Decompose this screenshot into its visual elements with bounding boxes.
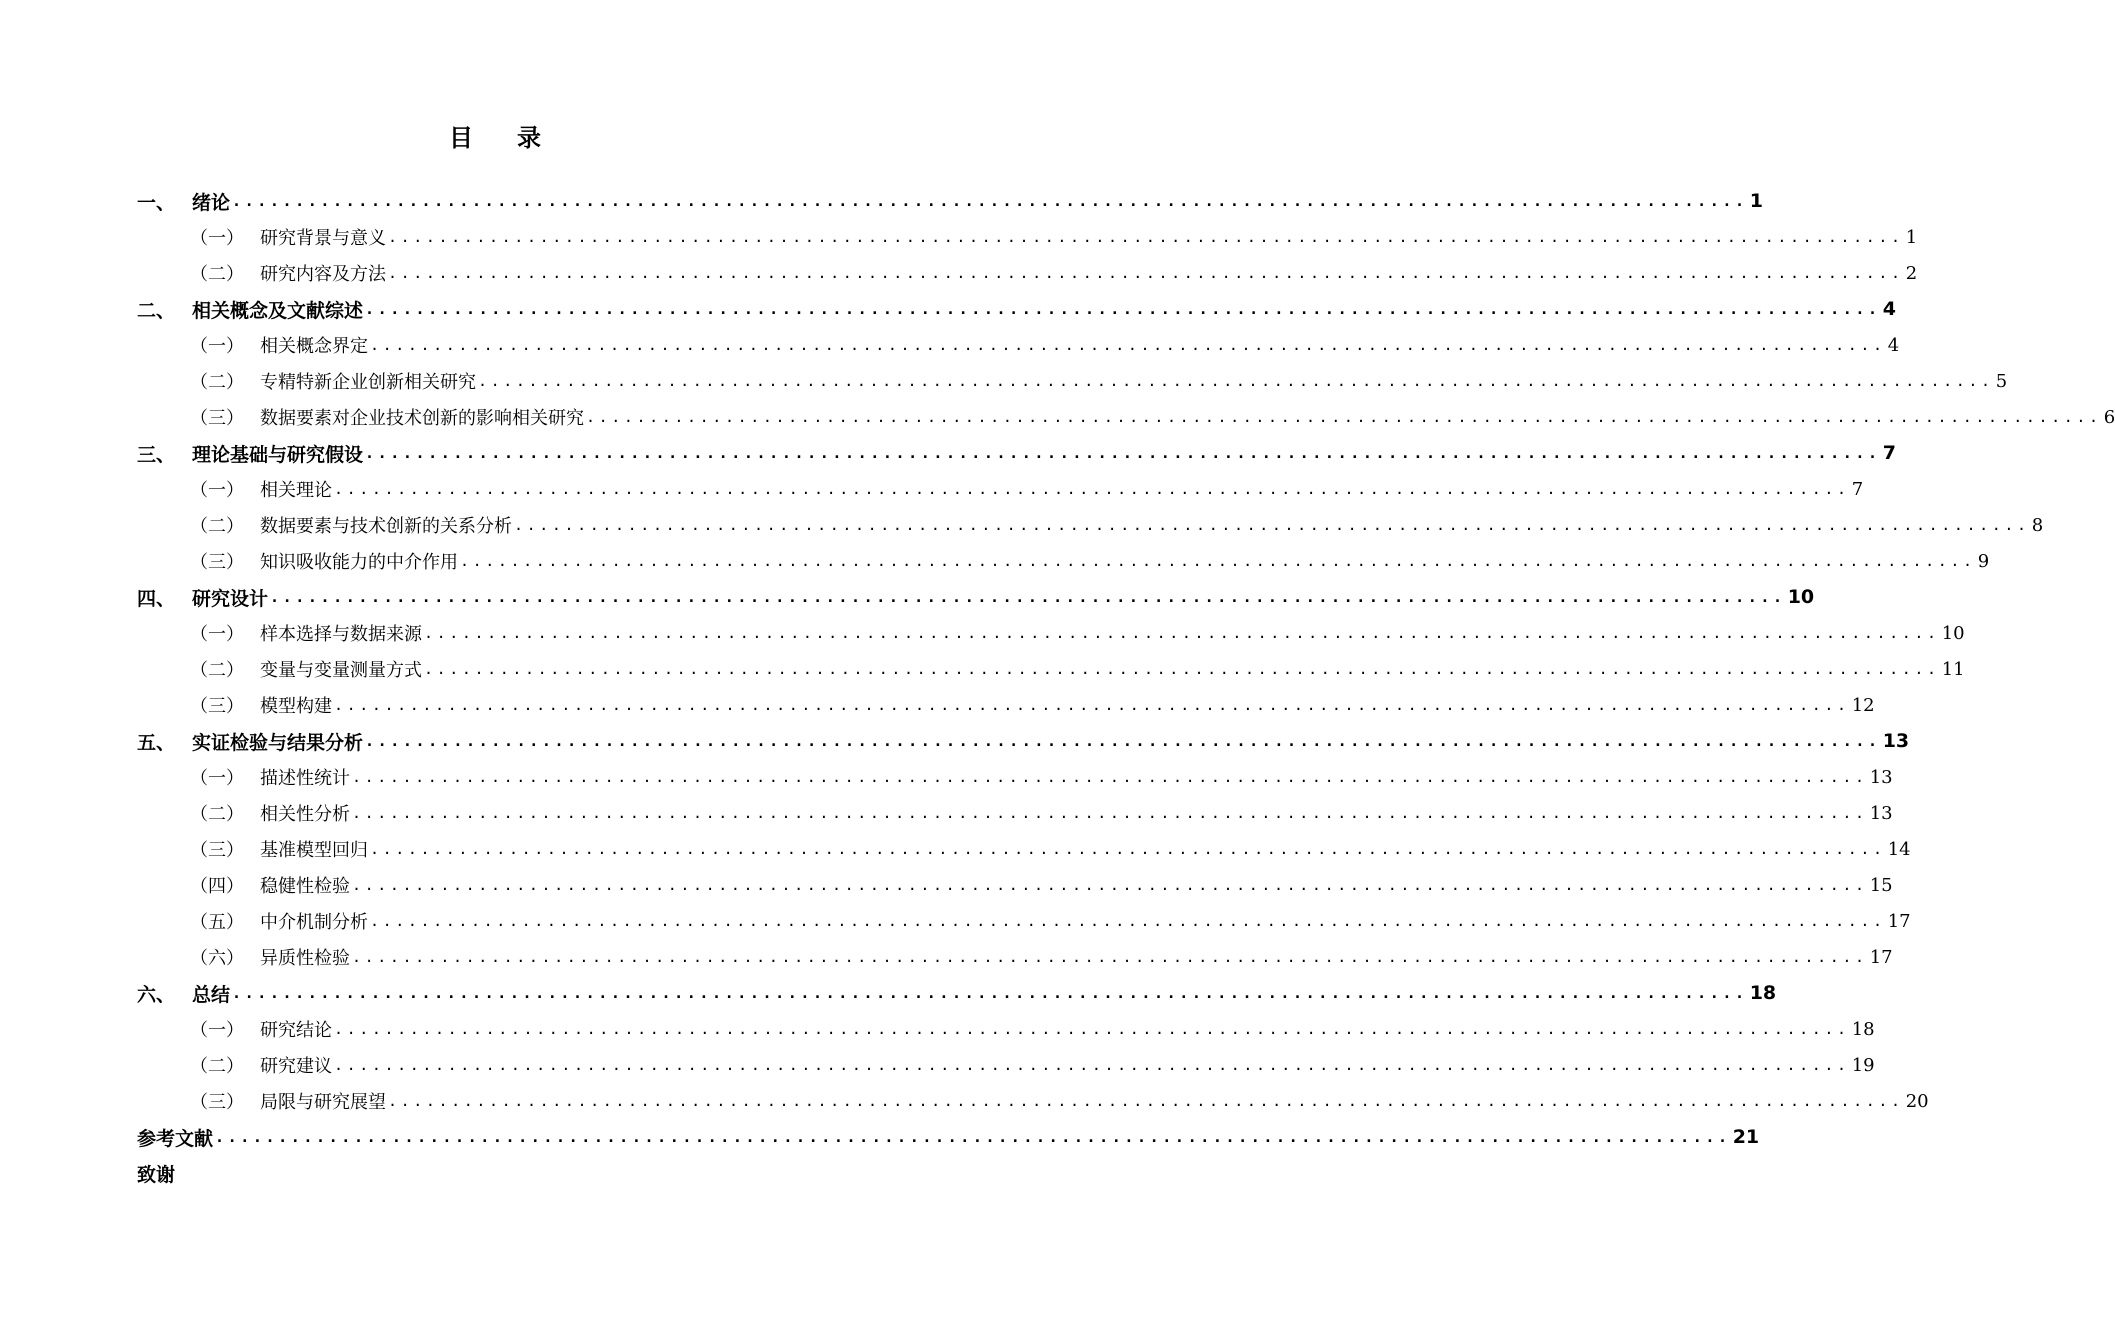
toc-entry-title: 研究内容及方法: [260, 264, 386, 285]
toc-entry-leader: [215, 1119, 1760, 1155]
toc-entry-leader: [388, 255, 1918, 291]
toc-entry-number: （二）: [190, 660, 244, 681]
toc-section-entry[interactable]: [0, 327, 1900, 363]
toc-entry-leader: [424, 615, 1965, 651]
toc-entry-title: 相关概念界定: [260, 336, 368, 357]
toc-section-entry[interactable]: [0, 903, 1911, 939]
toc-entry-leader: [424, 651, 1965, 687]
toc-entry-title: 理论基础与研究假设: [192, 443, 364, 466]
toc-entry-leader: [334, 1047, 1875, 1083]
toc-entry-page-number: 10: [1787, 586, 1815, 608]
toc-section-entry[interactable]: [0, 687, 1875, 723]
toc-dot-leader: ........................................................................................................................: [388, 264, 1904, 282]
toc-entry-page-number: 7: [1851, 478, 1864, 500]
toc-entry-number: （二）: [190, 264, 244, 285]
toc-entry-leader: [232, 975, 1777, 1011]
toc-dot-leader: ........................................................................................................................: [370, 336, 1886, 354]
toc-dot-leader: ........................................................................................................................: [365, 300, 1881, 318]
toc-dot-leader: ........................................................................................................................: [215, 1128, 1731, 1146]
toc-dot-leader: ........................................................................................................................: [478, 372, 1994, 390]
toc-entry-page-number: 14: [1887, 838, 1911, 860]
toc-entry-page-number: 15: [1869, 874, 1893, 896]
toc-chapter-entry[interactable]: [0, 435, 1896, 471]
toc-entry-page-number: 19: [1851, 1054, 1875, 1076]
toc-entry-page-number: 17: [1869, 946, 1893, 968]
toc-entry-page-number: 18: [1749, 982, 1777, 1004]
toc-entry-number: （一）: [190, 1020, 244, 1041]
toc-chapter-entry[interactable]: [0, 579, 1815, 615]
toc-entry-number: （三）: [190, 552, 244, 573]
toc-entry-page-number: 13: [1869, 766, 1893, 788]
toc-entry-number: （三）: [190, 408, 244, 429]
toc-entry-leader: [365, 291, 1896, 327]
toc-entry-page-number: 11: [1941, 658, 1965, 680]
toc-entry-page-number: 2: [1905, 262, 1918, 284]
toc-section-entry[interactable]: [0, 363, 2008, 399]
toc-entry-title: 研究背景与意义: [260, 228, 386, 249]
toc-title-char-2: 录: [517, 124, 541, 152]
toc-entry-leader: [586, 399, 2115, 435]
toc-entry-title: 基准模型回归: [260, 840, 368, 861]
toc-entry-title: 相关性分析: [260, 804, 350, 825]
toc-entry-title: 研究设计: [192, 587, 269, 610]
toc-entry-leader: [460, 543, 1990, 579]
toc-dot-leader: ........................................................................................................................: [365, 444, 1881, 462]
toc-entry-number: （三）: [190, 696, 244, 717]
toc-dot-leader: ........................................................................................................................: [352, 804, 1868, 822]
toc-entry-leader: [514, 507, 2044, 543]
toc-entry-number: 四、: [137, 587, 176, 610]
toc-entry-leader: [270, 579, 1815, 615]
toc-dot-leader: ........................................................................................................................: [460, 552, 1976, 570]
toc-entry-leader: [478, 363, 2008, 399]
toc-entry-leader: [365, 435, 1896, 471]
toc-section-entry[interactable]: [0, 543, 1990, 579]
toc-entry-leader: [370, 903, 1911, 939]
toc-entry-title: 数据要素对企业技术创新的影响相关研究: [260, 408, 584, 429]
toc-entry-number: 一、: [137, 191, 176, 214]
toc-entry-title: 样本选择与数据来源: [260, 624, 422, 645]
toc-entry-page-number: 8: [2031, 514, 2044, 536]
toc-entry-title: 实证检验与结果分析: [192, 731, 364, 754]
toc-entry-leader: [232, 183, 1763, 219]
toc-entry-page-number: 4: [1887, 334, 1900, 356]
toc-section-entry[interactable]: [0, 507, 2044, 543]
toc-section-entry[interactable]: [0, 399, 2115, 435]
toc-entry-title: 变量与变量测量方式: [260, 660, 422, 681]
toc-section-entry[interactable]: [0, 1047, 1875, 1083]
toc-entry-page-number: 13: [1869, 802, 1893, 824]
toc-entry-leader: [370, 327, 1900, 363]
toc-entry-number: （二）: [190, 516, 244, 537]
toc-title: [0, 120, 990, 156]
toc-entry-title: 异质性检验: [260, 948, 350, 969]
toc-dot-leader: ........................................................................................................................: [352, 768, 1868, 786]
toc-entry-number: （二）: [190, 804, 244, 825]
toc-entry-number: （三）: [190, 1092, 244, 1113]
toc-chapter-entry[interactable]: [0, 1155, 950, 1191]
toc-entry-page-number: 6: [2103, 406, 2115, 428]
toc-entry-page-number: 17: [1887, 910, 1911, 932]
toc-dot-leader: ........................................................................................................................: [388, 228, 1904, 246]
toc-entry-title: 相关理论: [260, 480, 332, 501]
toc-section-entry[interactable]: [0, 651, 1965, 687]
toc-section-entry[interactable]: [0, 795, 1893, 831]
toc-chapter-entry[interactable]: [0, 291, 1896, 327]
toc-entry-title: 模型构建: [260, 696, 332, 717]
toc-dot-leader: ........................................................................................................................: [514, 516, 2030, 534]
toc-dot-leader: ........................................................................................................................: [424, 660, 1940, 678]
toc-entry-number: 三、: [137, 443, 176, 466]
toc-entry-title: 知识吸收能力的中介作用: [260, 552, 458, 573]
toc-entry-leader: [388, 219, 1918, 255]
toc-entry-number: （二）: [190, 1056, 244, 1077]
toc-entry-leader: [352, 867, 1893, 903]
toc-section-entry[interactable]: [0, 471, 1864, 507]
toc-entry-page-number: 1: [1905, 226, 1918, 248]
toc-entry-title: 稳健性检验: [260, 876, 350, 897]
toc-entry-page-number: 18: [1851, 1018, 1875, 1040]
toc-dot-leader: ........................................................................................................................: [232, 984, 1748, 1002]
toc-entry-title: 总结: [192, 983, 231, 1006]
toc-entry-number: 五、: [137, 731, 176, 754]
toc-entry-number: 六、: [137, 983, 176, 1006]
toc-entry-page-number: 9: [1977, 550, 1990, 572]
toc-entry-leader: [352, 795, 1893, 831]
toc-section-entry[interactable]: [0, 939, 1893, 975]
toc-section-entry[interactable]: [0, 1083, 1929, 1119]
toc-section-entry[interactable]: [0, 615, 1965, 651]
toc-title-char-1: 目: [449, 124, 473, 152]
toc-entry-leader: [365, 723, 1910, 759]
toc-entry-page-number: 10: [1941, 622, 1965, 644]
toc-dot-leader: ........................................................................................................................: [334, 1056, 1850, 1074]
toc-dot-leader: ........................................................................................................................: [370, 912, 1886, 930]
toc-dot-leader: ........................................................................................................................: [334, 480, 1850, 498]
toc-entry-title: 致谢: [137, 1163, 176, 1186]
toc-entry-leader: [334, 471, 1864, 507]
toc-entry-number: （一）: [190, 624, 244, 645]
toc-entry-title: 绪论: [192, 191, 231, 214]
toc-entry-number: （五）: [190, 912, 244, 933]
toc-dot-leader: ........................................................................................................................: [334, 1020, 1850, 1038]
toc-chapter-entry[interactable]: [0, 1119, 1760, 1155]
toc-entry-title: 研究建议: [260, 1056, 332, 1077]
toc-dot-leader: ........................................................................................................................: [424, 624, 1940, 642]
toc-entry-number: （二）: [190, 372, 244, 393]
toc-chapter-entry[interactable]: [0, 183, 1763, 219]
toc-dot-leader: ........................................................................................................................: [586, 408, 2102, 426]
toc-entry-page-number: 12: [1851, 694, 1875, 716]
toc-chapter-entry[interactable]: [0, 723, 1910, 759]
toc-entry-leader: [352, 759, 1893, 795]
toc-dot-leader: ........................................................................................................................: [365, 732, 1881, 750]
toc-dot-leader: ........................................................................................................................: [352, 948, 1868, 966]
toc-entry-title: 参考文献: [137, 1127, 214, 1150]
toc-entry-leader: [370, 831, 1911, 867]
table-of-contents: [0, 183, 2115, 1191]
toc-entry-title: 研究结论: [260, 1020, 332, 1041]
toc-section-entry[interactable]: [0, 219, 1918, 255]
toc-entry-title: 中介机制分析: [260, 912, 368, 933]
toc-entry-leader: [334, 687, 1875, 723]
toc-dot-leader: ........................................................................................................................: [388, 1092, 1904, 1110]
toc-dot-leader: ........................................................................................................................: [270, 588, 1786, 606]
toc-entry-page-number: 13: [1882, 730, 1910, 752]
toc-section-entry[interactable]: [0, 867, 1893, 903]
toc-entry-page-number: 1: [1749, 190, 1763, 212]
toc-entry-title: 相关概念及文献综述: [192, 299, 364, 322]
toc-section-entry[interactable]: [0, 255, 1918, 291]
toc-entry-leader: [334, 1011, 1875, 1047]
toc-entry-title: 描述性统计: [260, 768, 350, 789]
toc-entry-number: （六）: [190, 948, 244, 969]
toc-entry-page-number: 7: [1882, 442, 1896, 464]
toc-section-entry[interactable]: [0, 831, 1911, 867]
toc-entry-page-number: 4: [1882, 298, 1896, 320]
toc-chapter-entry[interactable]: [0, 975, 1777, 1011]
toc-entry-number: （一）: [190, 480, 244, 501]
toc-entry-number: （一）: [190, 768, 244, 789]
toc-section-entry[interactable]: [0, 759, 1893, 795]
toc-entry-number: （一）: [190, 228, 244, 249]
toc-dot-leader: ........................................................................................................................: [352, 876, 1868, 894]
toc-entry-leader: [352, 939, 1893, 975]
toc-entry-page-number: 21: [1732, 1126, 1760, 1148]
toc-entry-title: 局限与研究展望: [260, 1092, 386, 1113]
toc-entry-title: 专精特新企业创新相关研究: [260, 372, 476, 393]
toc-entry-number: 二、: [137, 299, 176, 322]
toc-entry-number: （三）: [190, 840, 244, 861]
toc-dot-leader: ........................................................................................................................: [370, 840, 1886, 858]
toc-entry-title: 数据要素与技术创新的关系分析: [260, 516, 512, 537]
toc-entry-leader: [388, 1083, 1929, 1119]
toc-dot-leader: ........................................................................................................................: [232, 192, 1748, 210]
toc-section-entry[interactable]: [0, 1011, 1875, 1047]
toc-entry-number: （一）: [190, 336, 244, 357]
toc-dot-leader: ........................................................................................................................: [334, 696, 1850, 714]
toc-entry-page-number: 20: [1905, 1090, 1929, 1112]
toc-entry-number: （四）: [190, 876, 244, 897]
toc-entry-page-number: 5: [1995, 370, 2008, 392]
